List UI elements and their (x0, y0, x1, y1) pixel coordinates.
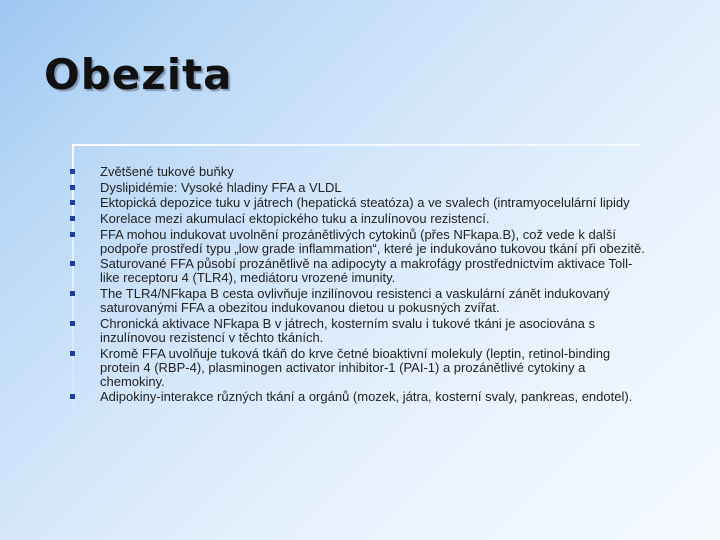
bullet-item (70, 347, 710, 389)
bullet-item (70, 181, 710, 195)
square-bullet-icon (70, 287, 100, 296)
square-bullet-icon (70, 196, 100, 205)
bullet-text: Dyslipidémie: Vysoké hladiny FFA a VLDL (100, 179, 342, 195)
bullet-text: FFA mohou indukovat uvolnění prozánětlivých cytokinů (přes NFkapa.B), což vede k další podpoře prostředí typu „low grade inflammation“, které je indukováno tukovou tkání při obezitě. (100, 226, 645, 256)
bullet-text: Adipokiny-interakce různých tkání a orgánů (mozek, játra, kosterní svaly, pankreas, endotel). (100, 389, 633, 405)
bullet-text: Korelace mezi akumulací ektopického tuku a inzulínovou rezistencí. (100, 211, 490, 227)
bullet-text: Kromě FFA uvolňuje tuková tkáň do krve četné bioaktivní molekuly (leptin, retinol-binding protein 4 (RBP-4), plasminogen activator inhibitor-1 (PAI-1) a prozánětlivé cytokiny a chemokiny. (100, 345, 611, 389)
square-bullet-icon (70, 228, 100, 237)
bullet-item (70, 287, 710, 315)
bullet-text: Zvětšené tukové buňky (100, 164, 234, 179)
bullet-text: The TLR4/NFkapa B cesta ovlivňuje inzilínovou resistenci a vaskulární zánět indukovaný saturovanými FFA a obezitou indukovanou dietou u pokusných zvířat. (100, 286, 610, 316)
bullet-item (70, 165, 710, 179)
square-bullet-icon (70, 390, 100, 399)
bullet-list (70, 165, 710, 406)
title-divider-horizontal (72, 144, 642, 146)
bullet-item (70, 228, 710, 256)
square-bullet-icon (70, 165, 100, 174)
bullet-item (70, 212, 710, 226)
bullet-text: Chronická aktivace NFkapa B v játrech, kosterním svalu i tukové tkáni je asociována s inzulínovou rezistencí v těchto tkáních. (100, 315, 595, 345)
bullet-text: Ektopická depozice tuku v játrech (hepatická steatóza) a ve svalech (intramyocelulární lipidy (100, 195, 630, 211)
bullet-item (70, 196, 710, 210)
bullet-item (70, 317, 710, 345)
square-bullet-icon (70, 317, 100, 326)
bullet-item (70, 257, 710, 285)
bullet-item (70, 390, 710, 404)
slide-title: Obezita (44, 50, 233, 99)
square-bullet-icon (70, 212, 100, 221)
square-bullet-icon (70, 181, 100, 190)
bullet-text: Saturované FFA působí prozánětlivě na adipocyty a makrofágy prostřednictvím aktivace Toll- like receptoru 4 (TLR4), mediátoru vrozené imunity. (100, 256, 633, 286)
square-bullet-icon (70, 257, 100, 266)
square-bullet-icon (70, 347, 100, 356)
